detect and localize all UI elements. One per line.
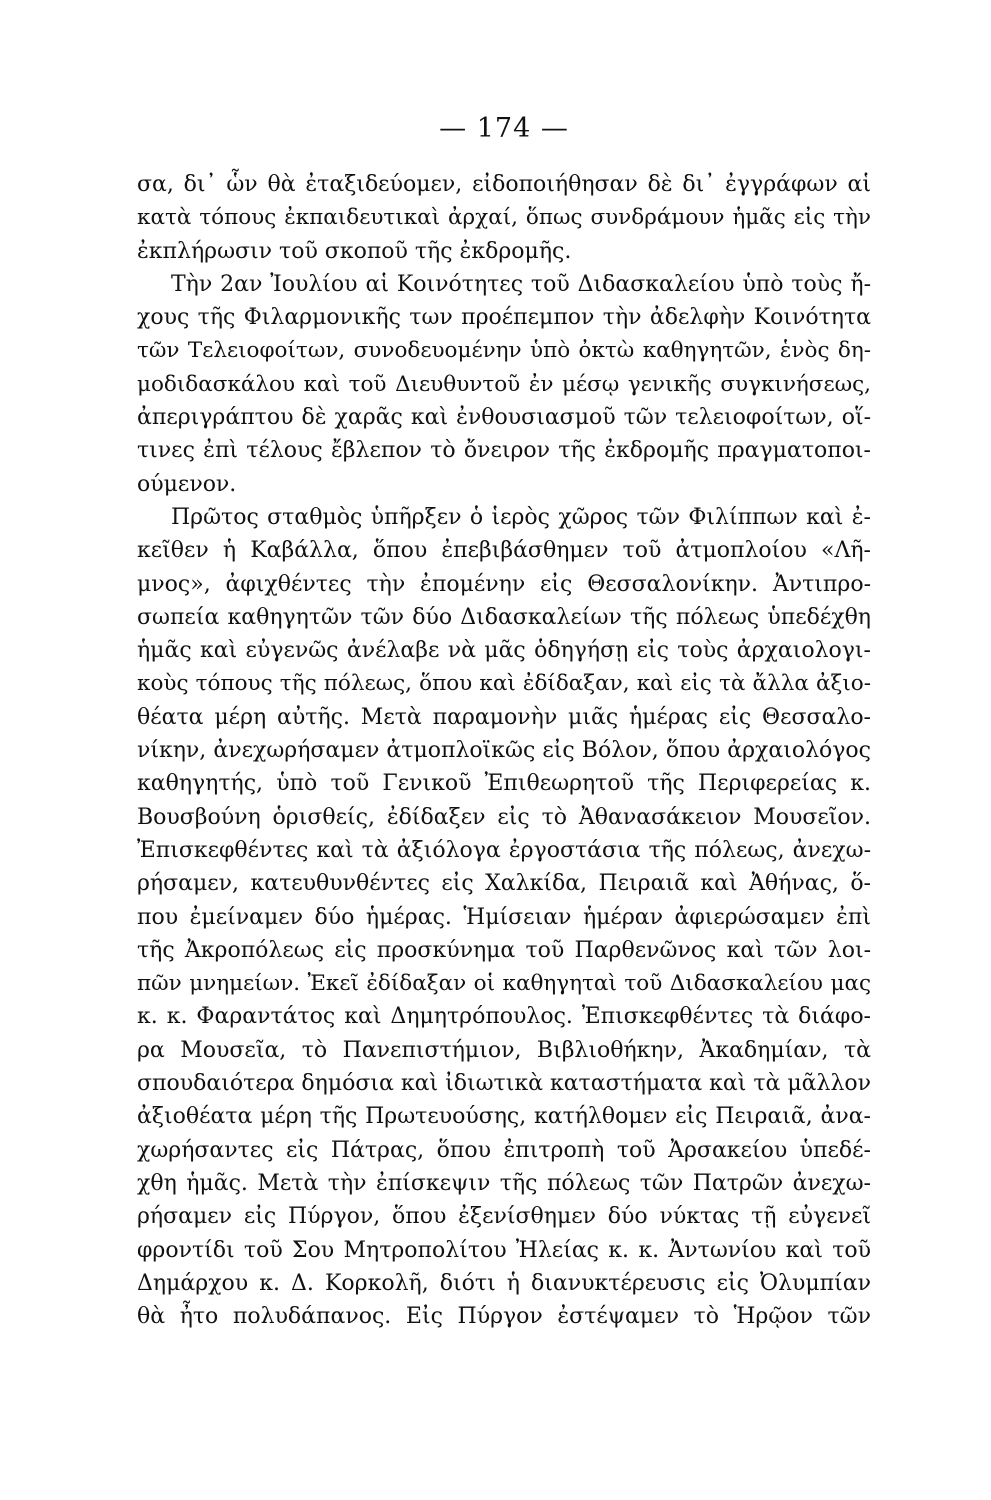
text-line: ρήσαμεν, κατευθυνθέντες εἰς Χαλκίδα, Πειραιᾶ καὶ Ἀθήνας, ὅ-: [137, 871, 871, 897]
text-line: νίκην, ἀνεχωρήσαμεν ἀτμοπλοϊκῶς εἰς Βόλον, ὅπου ἀρχαιολόγος: [137, 738, 871, 764]
text-line: ρήσαμεν εἰς Πύργον, ὅπου ἐξενίσθημεν δύο νύκτας τῇ εὐγενεῖ: [137, 1204, 871, 1230]
text-line: κ. κ. Φαραντάτος καὶ Δημητρόπουλος. Ἐπισκεφθέντες τὰ διάφο-: [137, 1004, 871, 1030]
text-line: καθηγητής, ὑπὸ τοῦ Γενικοῦ Ἐπιθεωρητοῦ τῆς Περιφερείας κ.: [137, 771, 871, 797]
text-line: κοὺς τόπους τῆς πόλεως, ὅπου καὶ ἐδίδαξαν, καὶ εἰς τὰ ἄλλα ἀξιο-: [137, 671, 871, 697]
text-line: σωπεία καθηγητῶν τῶν δύο Διδασκαλείων τῆς πόλεως ὑπεδέχθη: [137, 604, 871, 630]
text-line: τῶν Τελειοφοίτων, συνοδευομένην ὑπὸ ὀκτὼ καθηγητῶν, ἑνὸς δη-: [137, 338, 871, 364]
text-line: Βουσβούνη ὁρισθείς, ἐδίδαξεν εἰς τὸ Ἀθανασάκειον Μουσεῖον.: [137, 804, 871, 830]
text-line: ἡμᾶς καὶ εὐγενῶς ἀνέλαβε νὰ μᾶς ὁδηγήσῃ εἰς τοὺς ἀρχαιολογι-: [137, 638, 871, 664]
text-line: Ἐπισκεφθέντες καὶ τὰ ἀξιόλογα ἐργοστάσια τῆς πόλεως, ἀνεχω-: [137, 837, 871, 863]
text-line: Δημάρχου κ. Δ. Κορκολῆ, διότι ἡ διανυκτέρευσις εἰς Ὀλυμπίαν: [137, 1270, 871, 1296]
text-line: κεῖθεν ἡ Καβάλλα, ὅπου ἐπεβιβάσθημεν τοῦ ἀτμοπλοίου «Λῆ-: [137, 538, 871, 564]
text-line: μοδιδασκάλου καὶ τοῦ Διευθυντοῦ ἐν μέσῳ γενικῆς συγκινήσεως,: [137, 371, 871, 397]
text-line: τινες ἐπὶ τέλους ἔβλεπον τὸ ὄνειρον τῆς ἐκδρομῆς πραγματοποι-: [137, 438, 871, 464]
text-line: πῶν μνημείων. Ἐκεῖ ἐδίδαξαν οἱ καθηγηταὶ τοῦ Διδασκαλείου μας: [137, 971, 871, 997]
text-line: κατὰ τόπους ἐκπαιδευτικαὶ ἀρχαί, ὅπως συνδράμουν ἡμᾶς εἰς τὴν: [137, 205, 871, 231]
text-line: που ἐμείναμεν δύο ἡμέρας. Ἡμίσειαν ἡμέραν ἀφιερώσαμεν ἐπὶ: [137, 904, 871, 930]
text-line: φροντίδι τοῦ Σου Μητροπολίτου Ἠλείας κ. κ. Ἀντωνίου καὶ τοῦ: [137, 1237, 871, 1263]
book-page: [137, 112, 871, 1333]
text-line: Πρῶτος σταθμὸς ὑπῆρξεν ὁ ἱερὸς χῶρος τῶν Φιλίππων καὶ ἐ-: [171, 504, 871, 530]
text-line: χθη ἡμᾶς. Μετὰ τὴν ἐπίσκεψιν τῆς πόλεως τῶν Πατρῶν ἀνεχω-: [137, 1170, 871, 1196]
text-line: ἐκπλήρωσιν τοῦ σκοποῦ τῆς ἐκδρομῆς.: [137, 238, 572, 264]
text-line: ἀξιοθέατα μέρη τῆς Πρωτευούσης, κατήλθομεν εἰς Πειραιᾶ, ἀνα-: [137, 1104, 871, 1130]
body-text: [137, 168, 871, 1333]
text-line: μνος», ἀφιχθέντες τὴν ἐπομένην εἰς Θεσσαλονίκην. Ἀντιπρο-: [137, 571, 871, 597]
text-line: Τὴν 2αν Ἰουλίου αἱ Κοινότητες τοῦ Διδασκαλείου ὑπὸ τοὺς ἤ-: [171, 271, 871, 297]
text-line: ρα Μουσεῖα, τὸ Πανεπιστήμιον, Βιβλιοθήκην, Ἀκαδημίαν, τὰ: [137, 1037, 871, 1063]
text-line: χωρήσαντες εἰς Πάτρας, ὅπου ἐπιτροπὴ τοῦ Ἀρσακείου ὑπεδέ-: [137, 1137, 871, 1163]
text-line: ἀπεριγράπτου δὲ χαρᾶς καὶ ἐνθουσιασμοῦ τῶν τελειοφοίτων, οἵ-: [137, 405, 871, 431]
text-line: θέατα μέρη αὐτῆς. Μετὰ παραμονὴν μιᾶς ἡμέρας εἰς Θεσσαλο-: [137, 704, 871, 730]
text-line: χους τῆς Φιλαρμονικῆς των προέπεμπον τὴν ἀδελφὴν Κοινότητα: [137, 305, 871, 331]
text-line: σα, δι᾽ ὧν θὰ ἐταξιδεύομεν, εἰδοποιήθησαν δὲ δι᾽ ἐγγράφων αἱ: [137, 172, 871, 197]
page-number: — 174 —: [439, 113, 569, 144]
text-line: θὰ ἦτο πολυδάπανος. Εἰς Πύργον ἐστέψαμεν τὸ Ἡρῷον τῶν: [137, 1304, 871, 1330]
text-line: τῆς Ἀκροπόλεως εἰς προσκύνημα τοῦ Παρθενῶνος καὶ τῶν λοι-: [137, 937, 871, 963]
text-line: σπουδαιότερα δημόσια καὶ ἰδιωτικὰ καταστήματα καὶ τὰ μᾶλλον: [137, 1071, 871, 1097]
text-line: ούμενον.: [137, 471, 237, 497]
